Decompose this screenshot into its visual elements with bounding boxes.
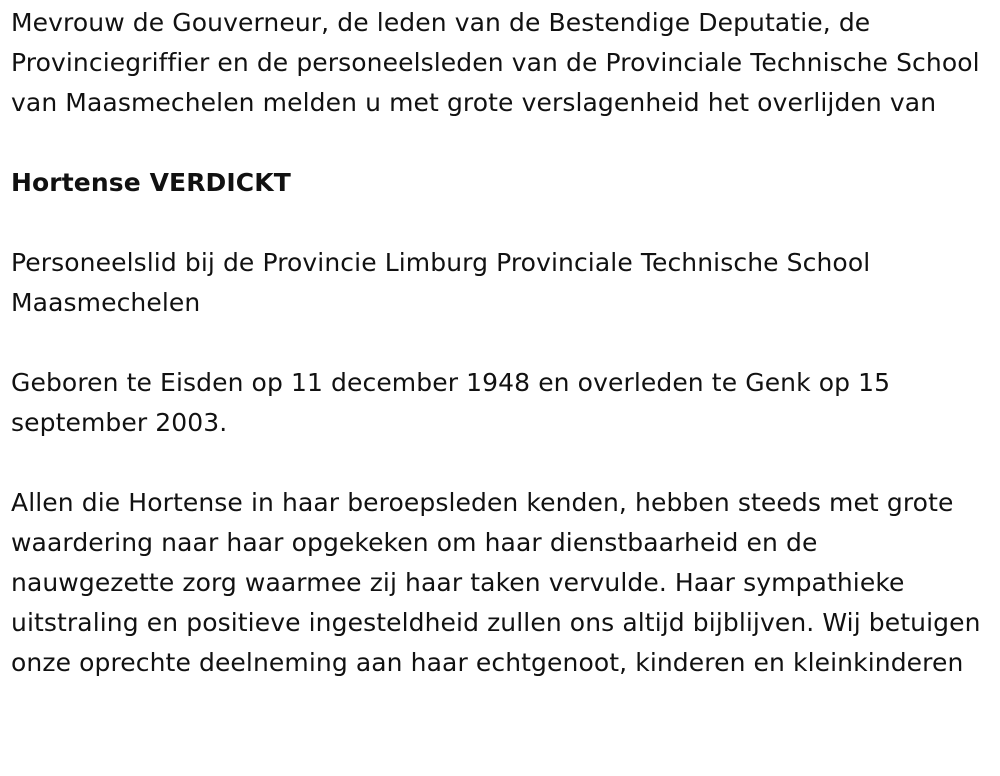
dates-paragraph: Geboren te Eisden op 11 december 1948 en overleden te Genk op 15 september 2003. — [11, 368, 891, 437]
death-notice — [11, 3, 981, 683]
position-paragraph: Personeelslid bij de Provincie Limburg Provinciale Technische School Maasmechelen — [11, 248, 871, 317]
tribute-paragraph: Allen die Hortense in haar beroepsleden kenden, hebben steeds met grote waardering naar haar opgekeken om haar dienstbaarheid en de nauwgezette zorg waarmee zij haar taken vervulde. Haar sympathieke uitstraling en positieve ingesteldheid zullen ons altijd bijblijven. Wij betuigen onze oprechte deelneming aan haar echtgenoot, kinderen en kleinkinderen — [11, 488, 981, 677]
deceased-name: Hortense VERDICKT — [11, 168, 291, 197]
intro-paragraph: Mevrouw de Gouverneur, de leden van de Bestendige Deputatie, de Provinciegriffier en de personeelsleden van de Provinciale Technische School van Maasmechelen melden u met grote verslagenheid het overlijden van — [11, 8, 980, 117]
